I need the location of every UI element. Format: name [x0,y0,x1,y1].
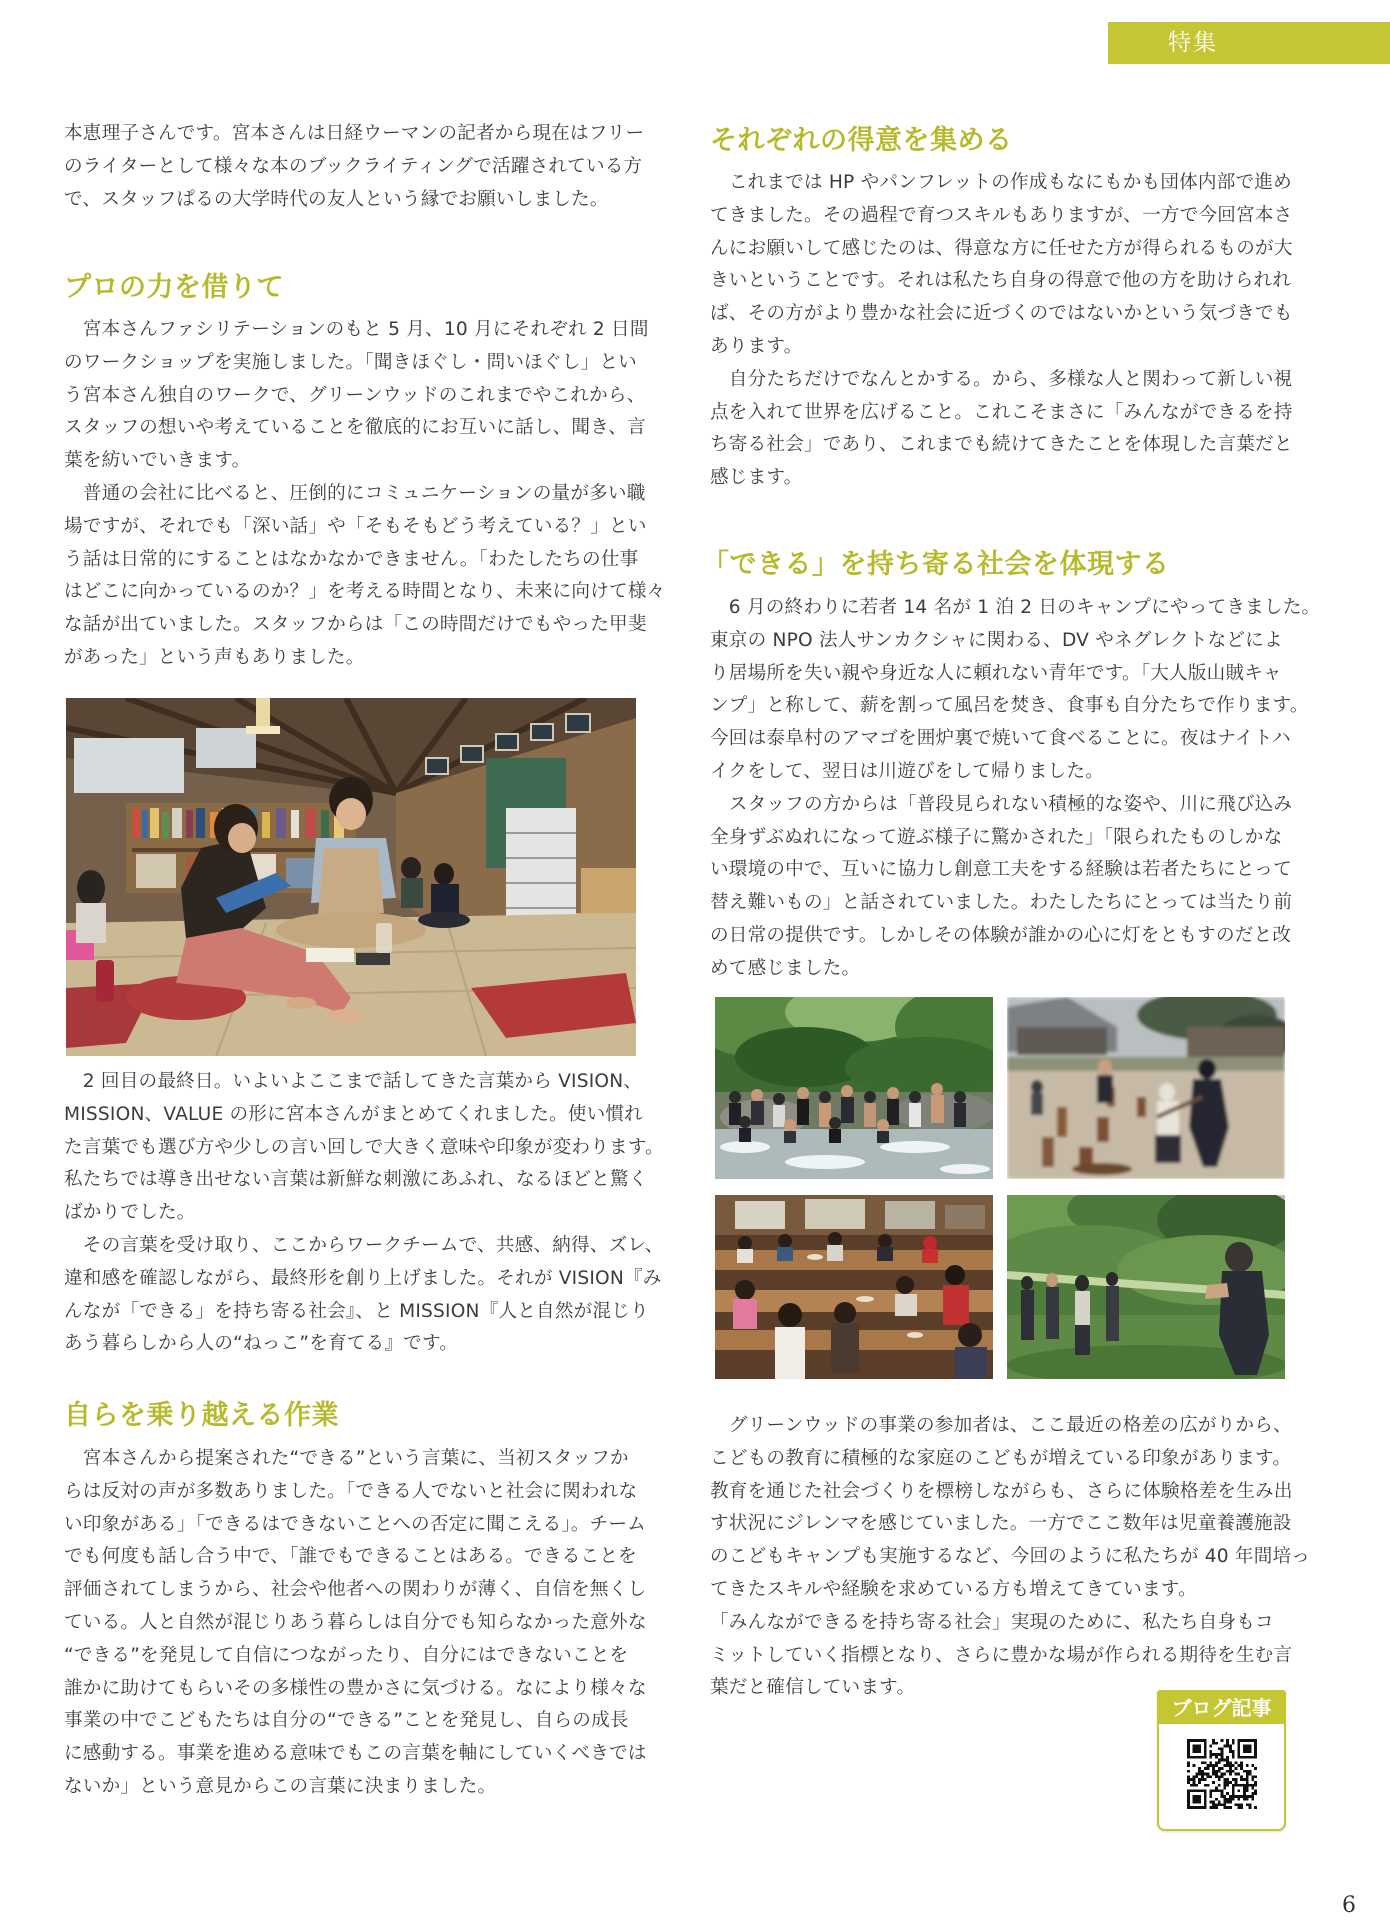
paragraph: 宮本さんファシリテーションのもと 5 月、10 月にそれぞれ 2 日間 のワークショップを実施しました。「聞きほぐし・問いほぐし」とい う宮本さん独自のワークで、グリーンウッドのこれまでやこれから、 スタッフの想いや考えていることを徹底的にお互いに話し、聞き、言 葉を紡いでいきます。 [64,319,649,472]
paragraph: 普通の会社に比べると、圧倒的にコミュニケーションの量が多い職 場ですが、それでも「深い話」や「そもそもどう考えている？」とい う話は日常的にすることはなかなかできません。「わたしたちの仕事 はどこに向かっているのか？」を考える時間となり、未来に向けて様々 な話が出ていました。スタッフからは「この時間だけでもやった甲斐 があった」という声もありました。 [64,482,666,668]
section-tag-label: 特集 [1168,30,1218,56]
paragraph: グリーンウッドの事業の参加者は、ここ最近の格差の広がりから、 こどもの教育に積極的な家庭のこどもが増えている印象があります。 教育を通じた社会づくりを標榜しながらも、さらに体験格差を生み出 す状況にジレンマを感じていました。一方でここ数年は児童養護施設 のこどもキャンプも実施するなど、今回のように私たちが 40 年間培っ てきたスキルや経験を求めている方も増えてきています。 [710,1415,1311,1600]
paragraph: 宮本さんから提案された“できる”という言葉に、当初スタッフか らは反対の声が多数ありました。「できる人でないと社会に関われな い印象がある」「できるはできないことへの否定に聞こえる」。チーム でも何度も話し合う中で、「誰でもできることはある。できることを 評価されてしまうから、社会や他者への関わりが薄く、自信を無くし ている。人と自然が混じりあう暮らしは自分でも知らなかった意外な “できる”を発見して自信につながったり、自分にはできないことを 誰かに助けてもらいその多様性の豊かさに気づける。なにより様々な 事業の中でこどもたちは自分の“できる”ことを発見し、自らの成長 に感動する。事業を進める意味でもこの言葉を軸にしていくべきでは ないか」という意見からこの言葉に決まりました。 [64,1448,647,1797]
section-heading-strengths: それぞれの得意を集める [710,125,1013,156]
section-body-self [64,1443,647,1804]
section-body-society [710,592,1320,986]
section-body-closing [710,1410,1310,1705]
section-heading-society: 「できる」を持ち寄る社会を体現する [702,549,1170,580]
bamboo-carrying-photo [1007,1195,1285,1379]
blog-qr-box [1157,1690,1286,1831]
section-body-strengths [710,167,1293,495]
paragraph: 2 回目の最終日。いよいよここまで話してきた言葉から VISION、 MISSION、VALUE の形に宮本さんがまとめてくれました。使い慣れ た言葉でも選び方や少しの言い回しで大きく意味や印象が変わります。 私たちでは導き出せない言葉は新鮮な刺激にあふれ、なるほどと驚く ばかりでした。 [64,1071,664,1224]
paragraph: その言葉を受け取り、ここからワークチームで、共感、納得、ズレ、 違和感を確認しながら、最終形を創り上げました。それが VISION『み んなが「できる」を持ち寄る社会』、と MISSION『人と自然が混じり あう暮らしから人の“ねっこ”を育てる』です。 [64,1234,664,1355]
intro-paragraph: 本恵理子さんです。宮本さんは日経ウーマンの記者から現在はフリー のライターとして様々な本のブックライティングで活躍されている方 で、スタッフぱるの大学時代の友人という縁でお願いしました。 [64,123,645,210]
paragraph: 「みんなができるを持ち寄る社会」実現のために、私たち自身もコ ミットしていく指標となり、さらに豊かな場が作られる期待を生む言 葉だと確信しています。 [710,1611,1293,1699]
page-number: 6 [1342,1893,1356,1918]
workshop-photo [66,698,636,1056]
section-tag [1108,22,1390,64]
qr-code-icon [1187,1739,1257,1809]
paragraph: 自分たちだけでなんとかする。から、多様な人と関わって新しい視 点を入れて世界を広げること。これこそまさに「みんなができるを持 ち寄る社会」であり、これまでも続けてきたことを体現した言葉だと 感じます。 [710,368,1293,489]
paragraph: スタッフの方からは「普段見られない積極的な姿や、川に飛び込み 全身ずぶぬれになって遊ぶ様子に驚かされた」「限られたものしかな い環境の中で、互いに協力し創意工夫をする経験は若者たちにとって 替え難いもの」と話されていました。わたしたちにとっては当たり前 の日常の提供です。しかしその体験が誰かの心に灯をともすのだと改 めて感じました。 [710,793,1293,979]
section-heading-self: 自らを乗り越える作業 [64,1400,339,1431]
dining-hall-photo [715,1195,993,1379]
section-body-pro [64,314,665,675]
paragraph: これまでは HP やパンフレットの作成もなにもかも団体内部で進め てきました。その過程で育つスキルもありますが、一方で今回宮本さ んにお願いして感じたのは、得意な方に任せた方が得られるものが大 きいということです。それは私たち自身の得意で他の方を助けられれ ば、その方がより豊かな社会に近づくのではないかという気づきでも あります。 [710,172,1293,357]
section-heading-pro: プロの力を借りて [64,272,284,303]
paragraph: 6 月の終わりに若者 14 名が 1 泊 2 日のキャンプにやってきました。 東京の NPO 法人サンカクシャに関わる、DV やネグレクトなどによ り居場所を失い親や身近な人に頼れない青年です。「大人版山賊キャ ンプ」と称して、薪を割って風呂を焚き、食事も自分たちで作ります。 今回は泰阜村のアマゴを囲炉裏で焼いて食べることに。夜はナイトハ イクをして、翌日は川遊びをして帰りました。 [710,597,1321,782]
section-body-vision [64,1066,664,1361]
river-group-photo [715,997,993,1179]
wood-chopping-photo [1007,997,1285,1179]
blog-label: ブログ記事 [1159,1692,1284,1724]
